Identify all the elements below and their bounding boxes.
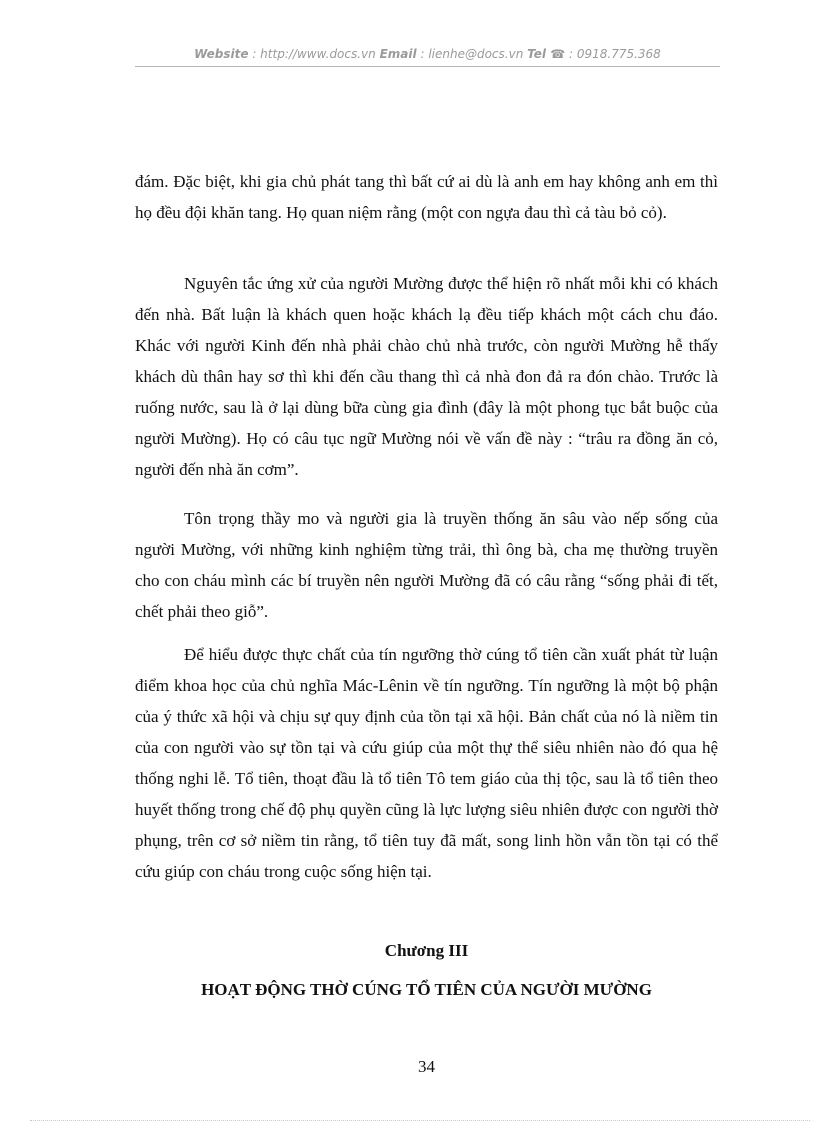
page-header — [135, 47, 720, 61]
website-url: : http://www.docs.vn — [252, 47, 376, 61]
section-title: HOẠT ĐỘNG THỜ CÚNG TỔ TIÊN CỦA NGƯỜI MƯỜNG — [201, 980, 652, 999]
body-paragraph-2: Nguyên tắc ứng xử của người Mường được thể hiện rõ nhất mỗi khi có khách đến nhà. Bất luận là khách quen hoặc khách lạ đều tiếp khách một cách chu đáo. Khác với người Kinh đến nhà phải chào chủ nhà trước, còn người Mường hễ thấy khách dù thân hay sơ thì khi đến cầu thang thì cả nhà đon đả ra đón chào. Trước là ruống nước, sau là ở lại dùng bữa cùng gia đình (đây là một phong tục bắt buộc của người Mường). Họ có câu tục ngữ Mường nói về vấn đề này : “trâu ra đồng ăn cỏ, người đến nhà ăn cơm”. — [135, 274, 718, 479]
header-divider — [135, 66, 720, 67]
body-paragraph-3: Tôn trọng thầy mo và người gia là truyền thống ăn sâu vào nếp sống của người Mường, với những kinh nghiệm từng trải, thì ông bà, cha mẹ thường truyền cho con cháu mình các bí truyền nên người Mường đã có câu rằng “sống phải đi tết, chết phải theo giỗ”. — [135, 509, 718, 621]
body-paragraph-4: Để hiểu được thực chất của tín ngưỡng thờ cúng tổ tiên cần xuất phát từ luận điểm khoa học của chủ nghĩa Mác-Lênin về tín ngưỡng. Tín ngưỡng là một bộ phận của ý thức xã hội và chịu sự quy định của tồn tại xã hội. Bản chất của nó là niềm tin của con người vào sự tồn tại và cứu giúp của một thự thể siêu nhiên nào đó qua hệ thống nghi lễ. Tổ tiên, thoạt đầu là tổ tiên Tô tem giáo của thị tộc, sau là tổ tiên theo huyết thống trong chế độ phụ quyền cũng là lực lượng siêu nhiên được con người thờ phụng, trên cơ sở niềm tin rằng, tổ tiên tuy đã mất, song linh hồn vẫn tồn tại có thể cứu giúp con cháu trong cuộc sống hiện tại. — [135, 645, 718, 881]
chapter-heading: Chương III — [384, 941, 469, 960]
body-paragraph-1: đám. Đặc biệt, khi gia chủ phát tang thì bất cứ ai dù là anh em hay không anh em thì họ đều đội khăn tang. Họ quan niệm rằng (một con ngựa đau thì cả tàu bỏ cỏ). — [135, 172, 718, 222]
website-label: Website — [194, 47, 249, 61]
email-label: Email — [379, 47, 417, 61]
email-address: : lienhe@docs.vn — [420, 47, 524, 61]
phone-label: Tel ☎ — [527, 47, 566, 61]
page-bottom-divider — [30, 1120, 810, 1121]
phone-number: : 0918.775.368 — [568, 47, 661, 61]
page-number: 34 — [418, 1057, 435, 1076]
